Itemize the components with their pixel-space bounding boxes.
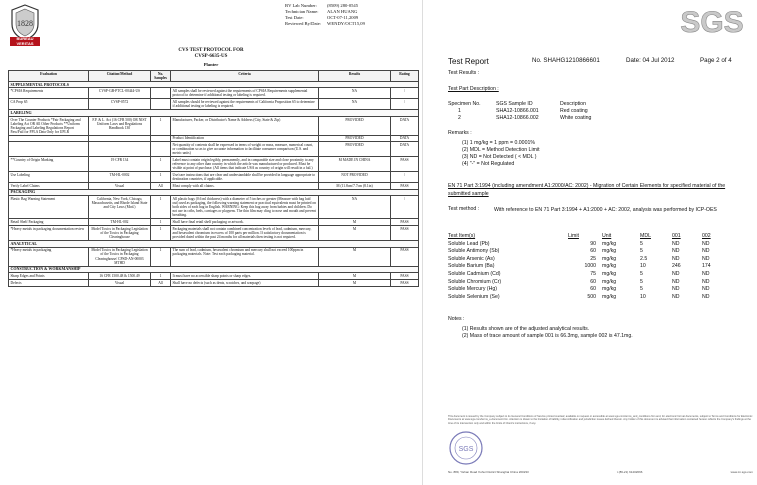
- table-row: Defects Visual All Shall have no defects (such as dents, scratches, and warpage) M PASS: [9, 279, 419, 286]
- table-row: *Heavy metals in packaging documentation review Model Toxics in Packaging Legislation of the Toxics in Packaging Clearinghouse 1 Packaging materials shall not contain combined concentration levels of lead, cadmium, mercury, and hexavalent chromium in excess of 100 parts per million. If satisfactory documentation is provided dated within the past 24 months for all materials then testing is not required. M PASS: [9, 226, 419, 241]
- table-row: Net quantity of contents shall be expressed in terms of weight or mass, measure, numerical count, or combination so as to give accurate information to facilitate consumer comparison (U.S. and metric units) PROVIDED DATA: [9, 142, 419, 157]
- table-row: Sharp Edges and Points 16 CFR 1500.48 & 1500.49 1 It must have no accessible sharp points or sharp edges. M PASS: [9, 273, 419, 280]
- product-name: Planter: [203, 62, 219, 67]
- remark-item: (1) 1 mg/kg = 1 ppm = 0.0001%: [462, 140, 535, 146]
- test-standard: EN 71 Part 3:1994 (including amendment A1:2000/AC: 2002) - Migration of Certain Elements for specified material of the submitted sample: [448, 183, 726, 197]
- sgs-stamp-icon: [448, 430, 484, 466]
- test-method-label: Test method :: [448, 206, 480, 212]
- table-row: *Heavy metals in packaging Model Toxics in Packaging Legislation of the Toxics in Packaging Clearinghouse/ CPSD-AN-00003 MTHD 1 The sum of lead, cadmium, hexavalent chromium and mercury shall not exceed 100ppm in packaging materials. Note: Test each packaging material. M PASS: [9, 247, 419, 266]
- specimen-table: Specimen No. SGS Sample ID Description 1 SHA12-10866.001 Red coating 2 SHA12-10866.002 White coating: [448, 101, 595, 122]
- table-row: Soluble Selenium (Se) 500 mg/kg 10 ND ND: [448, 293, 710, 300]
- section-row: PACKAGING: [9, 189, 419, 196]
- evaluation-table: [8, 70, 419, 287]
- section-row: ANALYTICAL: [9, 240, 419, 247]
- table-row: Retail Shelf Packaging TM-HL-002 1 Shall have final retail shelf packaging or artwork. M PASS: [9, 219, 419, 226]
- report-title: Test Report: [448, 57, 489, 66]
- table-row: Product Identification PROVIDED DATA: [9, 135, 419, 142]
- svg-text:SGS: SGS: [458, 446, 474, 453]
- remarks-label: Remarks :: [448, 130, 472, 136]
- table-row: Over The Counter Products *Fair Packaging and Labeling Act OR All Other Products **Uniform Packaging and Labeling Regulations Report Pass/Fail for FPLA Data Only for UPLR F.P. & L. Act (16 CFR 500) OR NIST Uniform Laws and Regulations Handbook 130 1 Manufacturer, Packer, or Distributor's Name & Address (City, State & Zip) PROVIDED DATA: [9, 116, 419, 135]
- table-row: *CPSIA Requirements CVSP-GB-PTCL-00444-US All samples shall be reviewed against the requirements of CPSIA Requirements supplemental protocol to determine if additional testing or labeling is required. NA /: [9, 88, 419, 99]
- table-row: 1 SHA12-10866.001 Red coating: [458, 108, 588, 114]
- section-row: CONSTRUCTION & WORKMANSHIP: [9, 266, 419, 273]
- table-row: **Country of Origin Marking 19 CFR 134 1 Label must contain origin legibly, permanently, and in comparable size and close proximity to any reference to any other than country in which the article was manufactured or produced. Must be visible at point of purchase. (All items that indicate USA as country of origin will result in a fail.) M MADE IN CHINA PASS: [9, 157, 419, 172]
- sgs-report-page: [428, 0, 757, 485]
- table-row: CA Prop 65 CVSP-0572 All samples should be reviewed against the requirements of California Proposition 65 to determine if additional testing or labeling is required. NA /: [9, 99, 419, 110]
- svg-text:SGS: SGS: [680, 6, 744, 39]
- table-row: Soluble Arsenic (As) 25 mg/kg 2.5 ND ND: [448, 255, 710, 262]
- part-description-label: Test Part Description :: [448, 86, 499, 92]
- note-item: (2) Mass of trace amount of sample 001 is 66.3mg, sample 002 is 47.1mg.: [462, 333, 633, 339]
- results-table: Test Item(s) Limit Unit MDL 001 002 Soluble Lead (Pb) 90 mg/kg 5 ND ND Soluble Antimony (Sb) 60 mg/kg 5 ND ND Soluble Arsenic (As) 25 mg/kg 2.5 ND ND Soluble Barium (Ba) 1000 mg/kg 10 246 174 Soluble Cadmium (Cd) 75 mg/kg 5 ND ND Soluble Chromium (Cr) 60 mg/kg 5 ND ND Soluble Mercury (Hg) 60 mg/kg 5 ND ND Soluble Selenium (Se) 500 mg/kg 10 ND ND: [448, 233, 730, 301]
- report-meta: BV Lab Number: (8509) 280-0545 Technician Name: ALAN HUANG Test Date: OCT-07-11,2009 Reviewed By/Date: WENDY/OCT15,09: [285, 3, 365, 26]
- section-row: LABELING: [9, 110, 419, 117]
- table-row: Verify Label Claims Visual All Must comply with all claims. M (11.8cm/7.7cm (8.1in) PASS: [9, 182, 419, 189]
- legal-footer: This document is issued by the Company subject to its General Conditions of Service printed overleaf, available on request or accessible at www.sgs.com/terms_and_conditions.htm and, for electronic format documents, subject to Terms and Conditions for Electronic Documents at www.sgs.com/terms_e-document.htm. Attention is drawn to the limitation of liability, indemnification and jurisdiction issues defined therein. Any holder of this document is advised that information contained hereon reflects the Company's findings at the time of its intervention only and within the limits of Client's instructions, if any.: [448, 415, 753, 425]
- table-row: Soluble Mercury (Hg) 60 mg/kg 5 ND ND: [448, 286, 710, 293]
- report-date: Date: 04 Jul 2012: [626, 57, 675, 64]
- remark-item: (4) "-" = Not Regulated: [462, 161, 515, 167]
- report-header: [448, 57, 753, 66]
- protocol-number: CVSP-6635-US: [194, 54, 228, 59]
- table-header-row: Evaluation Citation/Method No. Samples Criteria Results Rating: [9, 71, 419, 82]
- table-row: Soluble Lead (Pb) 90 mg/kg 5 ND ND: [448, 240, 710, 247]
- note-item: (1) Results shown are of the adjusted analytical results.: [462, 326, 590, 332]
- table-row: 2 SHA12-10866.002 White coating: [458, 115, 592, 121]
- table-row: Plastic Bag Warning Statement California, New York, Chicago, Massachusetts, and Rhode Island State and City Laws (Mod.) 1 All plastic bags (0.6 ml thickness) with a diameter of 5 inches or greater (Measure with bag laid out) used as packaging, the following warning statement or practical equivalents must be printed on both sides of each bag in English. WARNING: Keep this bag away from babies and children. Do not use in cribs, beds, carriages or playpens. The thin film may cling to nose and mouth and prevent breathing. NA /: [9, 196, 419, 219]
- bureau-veritas-badge: BUREAU VERITAS: [10, 37, 40, 46]
- test-method-text: With reference to EN 71 Part 3:1994 + A1:2000 + AC: 2002, analysis was performed by ICP-OES: [494, 207, 717, 213]
- svg-text:1828: 1828: [17, 19, 33, 28]
- test-results-label: Test Results :: [448, 70, 480, 76]
- table-row: Soluble Chromium (Cr) 60 mg/kg 5 ND ND: [448, 278, 710, 285]
- page-indicator: Page 2 of 4: [700, 57, 732, 64]
- table-row: Soluble Antimony (Sb) 60 mg/kg 5 ND ND: [448, 248, 710, 255]
- table-row: Soluble Barium (Ba) 1000 mg/kg 10 246 174: [448, 263, 711, 270]
- sgs-logo: [676, 2, 748, 40]
- table-row: Use Labeling TM-HL-0002 1 Use/care instructions that are clear and understandable shall be provided in language appropriate to destination countries, if applicable. NOT PROVIDED /: [9, 172, 419, 183]
- report-number: No. SHAHG1210866601: [532, 57, 600, 64]
- table-row: Soluble Cadmium (Cd) 75 mg/kg 5 ND ND: [448, 270, 710, 277]
- section-row: SUPPLEMENTAL PROTOCOLS: [9, 81, 419, 88]
- remark-item: (3) ND = Not Detected ( < MDL ): [462, 154, 537, 160]
- footer-contact: No. 889, Yishan Road Xuhui District Shanghai China 200233 t (86-21) 61402666 www.cn.sgs.com: [448, 470, 753, 474]
- protocol-title: CVS TEST PROTOCOL FOR: [178, 48, 244, 53]
- notes-label: Notes :: [448, 316, 465, 322]
- remark-item: (2) MDL = Method Detection Limit: [462, 147, 540, 153]
